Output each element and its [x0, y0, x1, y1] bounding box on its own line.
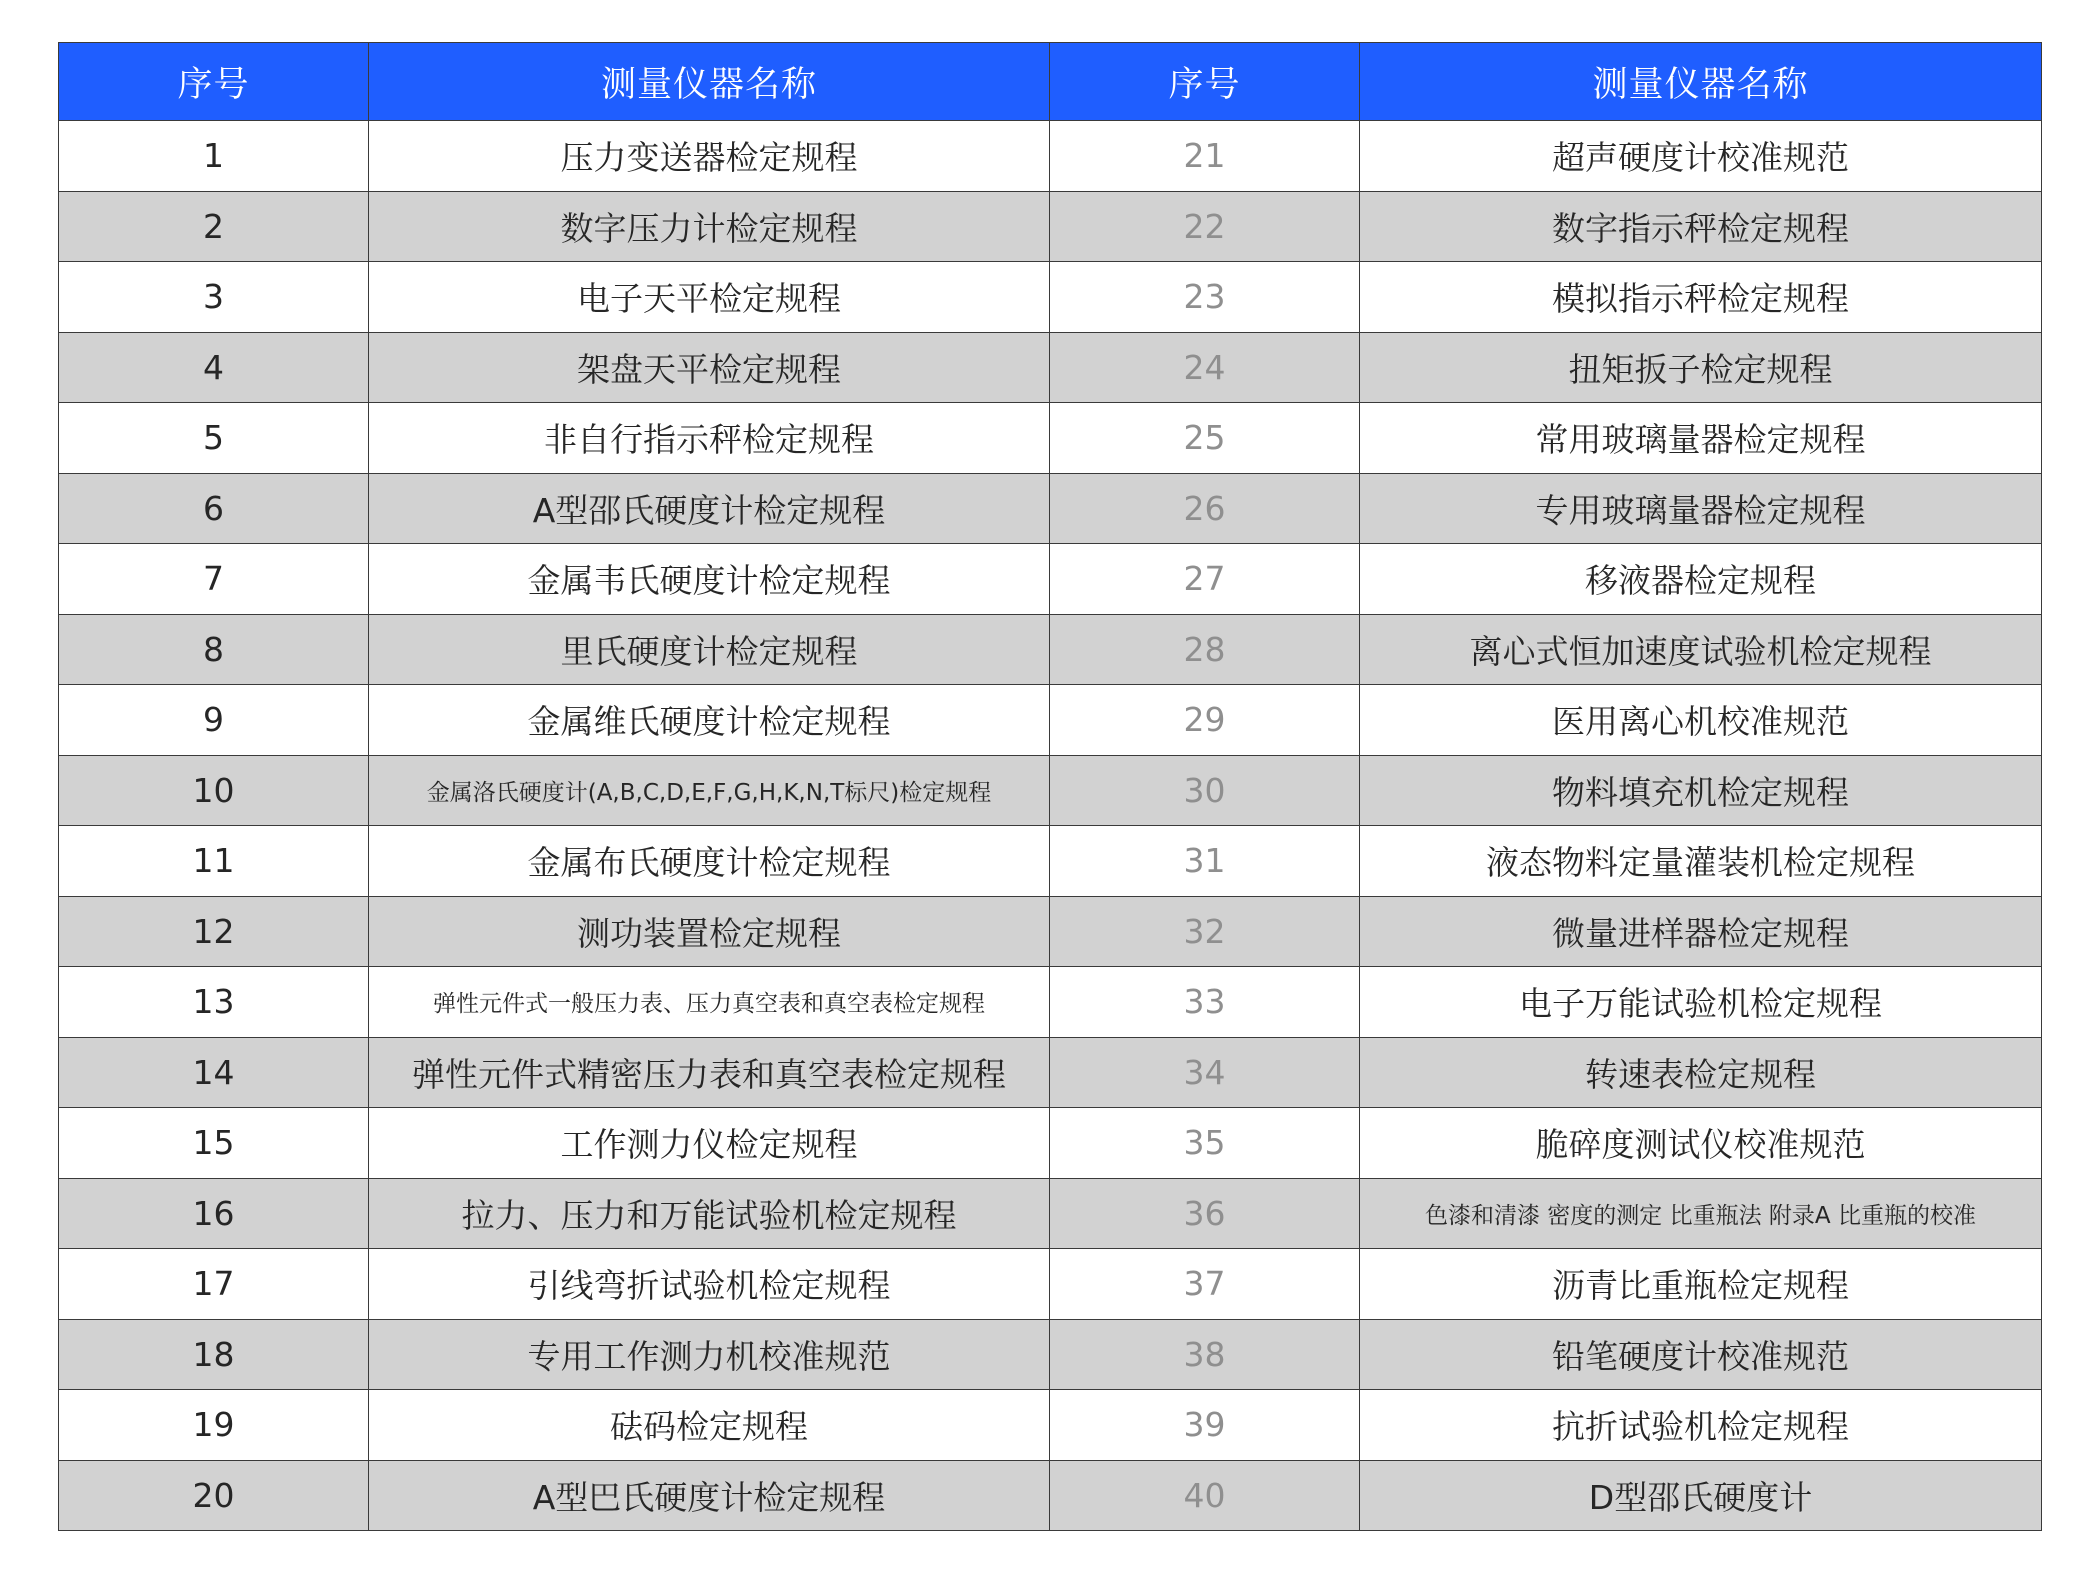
serial-number-cell: 36 — [1050, 1178, 1360, 1249]
serial-number-cell: 40 — [1050, 1460, 1360, 1531]
table-row — [59, 967, 2042, 1038]
table-header — [59, 43, 2042, 121]
table-row — [59, 262, 2042, 333]
instrument-name-cell: 转速表检定规程 — [1360, 1037, 2042, 1108]
instrument-name-cell: 扭矩扳子检定规程 — [1360, 332, 2042, 403]
instrument-name-cell: 测功装置检定规程 — [369, 896, 1050, 967]
instrument-name-cell: 医用离心机校准规范 — [1360, 685, 2042, 756]
instrument-name-cell: 金属韦氏硬度计检定规程 — [369, 544, 1050, 615]
table-body — [59, 121, 2042, 1531]
table-row — [59, 685, 2042, 756]
instrument-name-cell: 金属维氏硬度计检定规程 — [369, 685, 1050, 756]
instrument-name-cell: 铅笔硬度计校准规范 — [1360, 1319, 2042, 1390]
serial-number-cell: 11 — [59, 826, 369, 897]
instrument-name-cell: 脆碎度测试仪校准规范 — [1360, 1108, 2042, 1179]
instrument-name-cell: 引线弯折试验机检定规程 — [369, 1249, 1050, 1320]
serial-number-cell: 21 — [1050, 121, 1360, 192]
header-instrument-name-right: 测量仪器名称 — [1360, 43, 2042, 121]
serial-number-cell: 24 — [1050, 332, 1360, 403]
serial-number-cell: 32 — [1050, 896, 1360, 967]
serial-number-cell: 16 — [59, 1178, 369, 1249]
serial-number-cell: 14 — [59, 1037, 369, 1108]
instrument-name-cell: 架盘天平检定规程 — [369, 332, 1050, 403]
instrument-name-cell: 电子万能试验机检定规程 — [1360, 967, 2042, 1038]
table-row — [59, 826, 2042, 897]
instrument-name-cell: 压力变送器检定规程 — [369, 121, 1050, 192]
instrument-name-cell: 离心式恒加速度试验机检定规程 — [1360, 614, 2042, 685]
serial-number-cell: 10 — [59, 755, 369, 826]
instrument-name-cell: 专用玻璃量器检定规程 — [1360, 473, 2042, 544]
instrument-name-cell: 微量进样器检定规程 — [1360, 896, 2042, 967]
header-row — [59, 43, 2042, 121]
instrument-name-cell: 金属洛氏硬度计(A,B,C,D,E,F,G,H,K,N,T标尺)检定规程 — [369, 755, 1050, 826]
instrument-name-cell: 专用工作测力机校准规范 — [369, 1319, 1050, 1390]
serial-number-cell: 1 — [59, 121, 369, 192]
serial-number-cell: 15 — [59, 1108, 369, 1179]
serial-number-cell: 4 — [59, 332, 369, 403]
serial-number-cell: 22 — [1050, 191, 1360, 262]
table-row — [59, 473, 2042, 544]
serial-number-cell: 3 — [59, 262, 369, 333]
instrument-name-cell: 常用玻璃量器检定规程 — [1360, 403, 2042, 474]
table-row — [59, 1460, 2042, 1531]
instrument-name-cell: 里氏硬度计检定规程 — [369, 614, 1050, 685]
serial-number-cell: 5 — [59, 403, 369, 474]
serial-number-cell: 27 — [1050, 544, 1360, 615]
table-row — [59, 1037, 2042, 1108]
header-instrument-name-left: 测量仪器名称 — [369, 43, 1050, 121]
header-serial-right: 序号 — [1050, 43, 1360, 121]
serial-number-cell: 7 — [59, 544, 369, 615]
instrument-table-container — [58, 42, 2041, 1531]
serial-number-cell: 9 — [59, 685, 369, 756]
instrument-name-cell: 数字指示秤检定规程 — [1360, 191, 2042, 262]
instrument-name-cell: 超声硬度计校准规范 — [1360, 121, 2042, 192]
serial-number-cell: 38 — [1050, 1319, 1360, 1390]
serial-number-cell: 35 — [1050, 1108, 1360, 1179]
serial-number-cell: 31 — [1050, 826, 1360, 897]
instrument-name-cell: 弹性元件式精密压力表和真空表检定规程 — [369, 1037, 1050, 1108]
serial-number-cell: 23 — [1050, 262, 1360, 333]
instrument-name-cell: 液态物料定量灌装机检定规程 — [1360, 826, 2042, 897]
serial-number-cell: 34 — [1050, 1037, 1360, 1108]
table-row — [59, 1178, 2042, 1249]
table-row — [59, 614, 2042, 685]
instrument-name-cell: 砝码检定规程 — [369, 1390, 1050, 1461]
instrument-name-cell: 数字压力计检定规程 — [369, 191, 1050, 262]
serial-number-cell: 17 — [59, 1249, 369, 1320]
serial-number-cell: 18 — [59, 1319, 369, 1390]
serial-number-cell: 29 — [1050, 685, 1360, 756]
table-row — [59, 191, 2042, 262]
instrument-name-cell: 电子天平检定规程 — [369, 262, 1050, 333]
serial-number-cell: 26 — [1050, 473, 1360, 544]
serial-number-cell: 6 — [59, 473, 369, 544]
table-row — [59, 896, 2042, 967]
instrument-name-cell: 模拟指示秤检定规程 — [1360, 262, 2042, 333]
instrument-name-cell: D型邵氏硬度计 — [1360, 1460, 2042, 1531]
serial-number-cell: 12 — [59, 896, 369, 967]
table-row — [59, 1108, 2042, 1179]
instrument-name-cell: A型巴氏硬度计检定规程 — [369, 1460, 1050, 1531]
instrument-name-cell: 色漆和清漆 密度的测定 比重瓶法 附录A 比重瓶的校准 — [1360, 1178, 2042, 1249]
table-row — [59, 403, 2042, 474]
table-row — [59, 755, 2042, 826]
instrument-name-cell: A型邵氏硬度计检定规程 — [369, 473, 1050, 544]
serial-number-cell: 20 — [59, 1460, 369, 1531]
instrument-name-cell: 工作测力仪检定规程 — [369, 1108, 1050, 1179]
serial-number-cell: 39 — [1050, 1390, 1360, 1461]
serial-number-cell: 37 — [1050, 1249, 1360, 1320]
serial-number-cell: 25 — [1050, 403, 1360, 474]
instrument-name-cell: 抗折试验机检定规程 — [1360, 1390, 2042, 1461]
instrument-name-cell: 拉力、压力和万能试验机检定规程 — [369, 1178, 1050, 1249]
header-serial-left: 序号 — [59, 43, 369, 121]
serial-number-cell: 28 — [1050, 614, 1360, 685]
instrument-name-cell: 沥青比重瓶检定规程 — [1360, 1249, 2042, 1320]
table-row — [59, 544, 2042, 615]
table-row — [59, 1319, 2042, 1390]
serial-number-cell: 2 — [59, 191, 369, 262]
table-row — [59, 1249, 2042, 1320]
instrument-name-cell: 物料填充机检定规程 — [1360, 755, 2042, 826]
table-row — [59, 121, 2042, 192]
serial-number-cell: 33 — [1050, 967, 1360, 1038]
serial-number-cell: 13 — [59, 967, 369, 1038]
instrument-name-cell: 金属布氏硬度计检定规程 — [369, 826, 1050, 897]
instrument-name-cell: 移液器检定规程 — [1360, 544, 2042, 615]
serial-number-cell: 30 — [1050, 755, 1360, 826]
table-row — [59, 1390, 2042, 1461]
serial-number-cell: 8 — [59, 614, 369, 685]
instrument-name-cell: 弹性元件式一般压力表、压力真空表和真空表检定规程 — [369, 967, 1050, 1038]
table-row — [59, 332, 2042, 403]
serial-number-cell: 19 — [59, 1390, 369, 1461]
instrument-name-cell: 非自行指示秤检定规程 — [369, 403, 1050, 474]
instrument-table — [58, 42, 2042, 1531]
